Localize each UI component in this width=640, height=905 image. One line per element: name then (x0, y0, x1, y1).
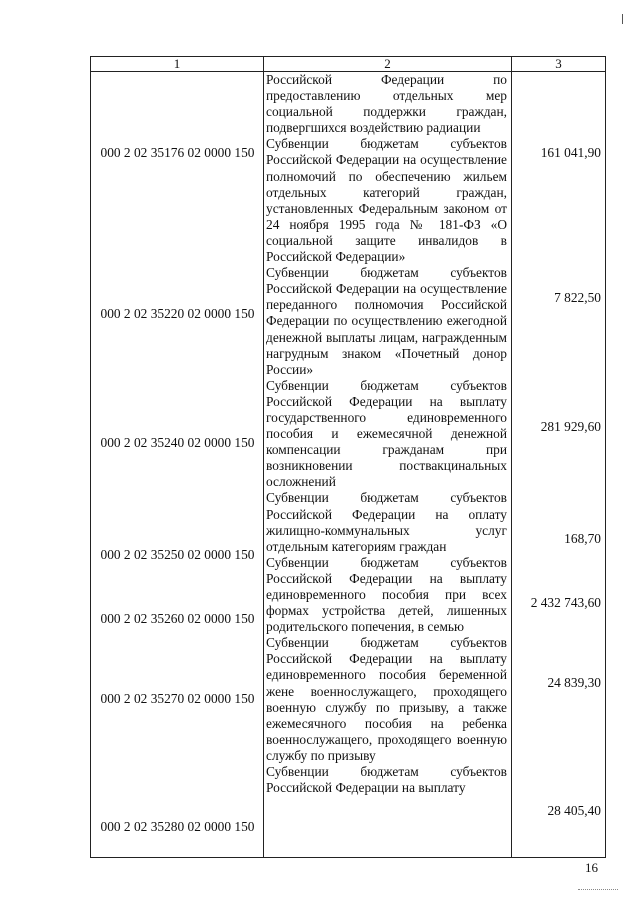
budget-code: 000 2 02 35270 02 0000 150 (100, 691, 255, 706)
description-text: Субвенции бюджетам субъектов Российской Федерации на выплату (266, 764, 507, 796)
budget-code: 000 2 02 35260 02 0000 150 (100, 611, 255, 626)
budget-code: 000 2 02 35220 02 0000 150 (100, 306, 255, 321)
table-body-row (91, 72, 606, 858)
amount-value: 281 929,60 (540, 419, 601, 434)
budget-code: 000 2 02 35240 02 0000 150 (100, 435, 255, 450)
amount-value: 7 822,50 (554, 290, 601, 305)
table-header-row (91, 57, 606, 72)
budget-code: 000 2 02 35280 02 0000 150 (100, 819, 255, 834)
description-text: Субвенции бюджетам субъектов Российской Федерации на осуществление переданного полномочия Российской Федерации по осуществлению ежегодной денежной выплаты лицам, награжденным нагрудным знаком «Почетный донор России» (266, 265, 507, 377)
amount-value: 28 405,40 (547, 803, 601, 818)
description-text: Субвенции бюджетам субъектов Российской Федерации на выплату единовременного пособия при всех формах устройства детей, лишенных родительского попечения, в семью (266, 554, 507, 635)
amount-value: 161 041,90 (540, 145, 601, 160)
budget-code: 000 2 02 35176 02 0000 150 (100, 145, 255, 160)
description-text: Российской Федерации по предоставлению отдельных мер социальной поддержки граждан, подвергшихся воздействию радиации (266, 72, 507, 136)
amount-value: 168,70 (564, 531, 601, 546)
amount-value: 2 432 743,60 (530, 595, 601, 610)
header-col-3: 3 (512, 57, 606, 72)
description-text: Субвенции бюджетам субъектов Российской Федерации на осуществление полномочий по обеспечению жильем отдельных категорий граждан, установленных Федеральным законом от 24 ноября 1995 года № 181-ФЗ «О социальной защите инвалидов в Российской Федерации» (266, 136, 507, 265)
scan-artifact (578, 889, 618, 892)
descriptions-column (264, 72, 512, 858)
budget-table (90, 56, 606, 858)
header-col-1: 1 (91, 57, 264, 72)
page-number: 16 (585, 860, 598, 875)
budget-code: 000 2 02 35250 02 0000 150 (100, 547, 255, 562)
scan-corner-mark (622, 14, 623, 24)
description-text: Субвенции бюджетам субъектов Российской Федерации на выплату государственного единовременного пособия и ежемесячной денежной компенсации гражданам при возникновении поствакцинальных осложнений (266, 377, 507, 490)
amounts-column (512, 72, 606, 858)
description-text: Субвенции бюджетам субъектов Российской Федерации на оплату жилищно-коммунальных услуг отдельным категориям граждан (266, 490, 507, 554)
codes-column (91, 72, 264, 858)
amount-value: 24 839,30 (547, 675, 601, 690)
description-text: Субвенции бюджетам субъектов Российской Федерации на выплату единовременного пособия беременной жене военнослужащего, проходящего военную службу по призыву, а также ежемесячного пособия на ребенка военнослужащего, проходящего военную службу по призыву (266, 635, 507, 763)
header-col-2: 2 (264, 57, 512, 72)
